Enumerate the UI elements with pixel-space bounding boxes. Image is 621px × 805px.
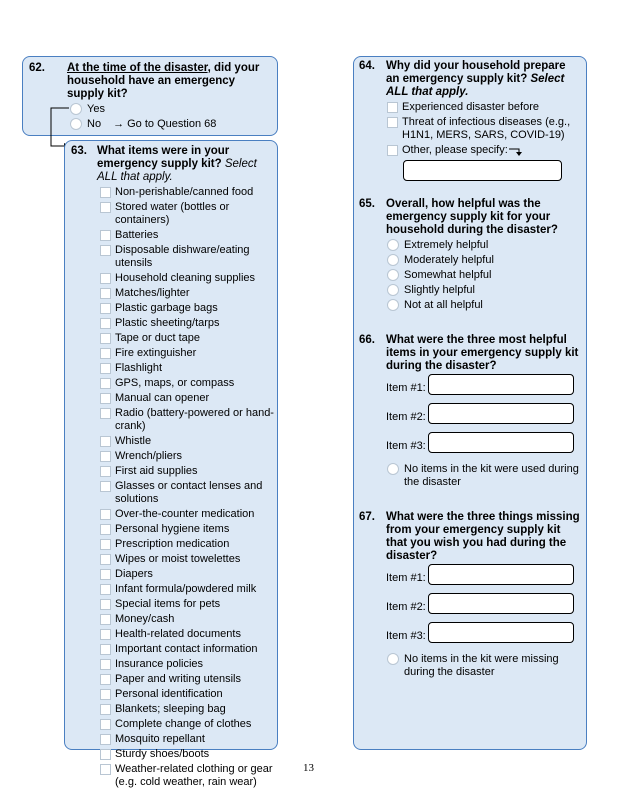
question-number: 67.: [359, 511, 375, 523]
checkbox[interactable]: [100, 554, 111, 565]
checkbox[interactable]: [100, 318, 111, 329]
option-label: Personal identification: [115, 688, 223, 700]
checkbox[interactable]: [100, 348, 111, 359]
checkbox[interactable]: [100, 378, 111, 389]
checkbox[interactable]: [100, 719, 111, 730]
question-text-rest: , did your household have an emergency supply kit?: [67, 62, 260, 100]
option-label: Flashlight: [115, 362, 163, 374]
arrow-down-icon: [509, 148, 525, 158]
option-label: Paper and writing utensils: [115, 673, 241, 685]
question-64: [359, 60, 582, 99]
option-row[interactable]: [387, 101, 582, 114]
option-row[interactable]: [100, 302, 276, 315]
option-label: Moderately helpful: [404, 254, 494, 266]
checkbox[interactable]: [100, 599, 111, 610]
option-row[interactable]: [100, 272, 276, 285]
option-label: First aid supplies: [115, 465, 198, 477]
option-label: No items in the kit were used during the disaster: [404, 463, 579, 488]
checkbox[interactable]: [100, 466, 111, 477]
item-row: [386, 564, 582, 585]
question-63: [71, 145, 273, 184]
radio[interactable]: [387, 269, 399, 281]
option-label: Diapers: [115, 568, 153, 580]
item-row: [386, 622, 582, 643]
q64-options: [387, 101, 582, 181]
option-label: Whistle: [115, 435, 152, 447]
option-row[interactable]: [100, 392, 276, 405]
question-text-main: Why did your household prepare an emergency supply kit?: [386, 60, 566, 85]
checkbox[interactable]: [100, 614, 111, 625]
checkbox[interactable]: [100, 749, 111, 760]
question-number: 64.: [359, 60, 375, 72]
option-row[interactable]: [387, 239, 582, 252]
option-row[interactable]: [100, 450, 276, 463]
question-instruction: Select ALL that apply.: [97, 158, 257, 183]
option-row[interactable]: [100, 643, 276, 656]
item-label: Item #1:: [386, 572, 426, 584]
checkbox[interactable]: [100, 436, 111, 447]
option-row[interactable]: [100, 538, 276, 551]
radio[interactable]: [387, 254, 399, 266]
option-label: Infant formula/powdered milk: [115, 583, 257, 595]
option-row[interactable]: [100, 287, 276, 300]
option-label: Batteries: [115, 229, 159, 241]
checkbox[interactable]: [100, 644, 111, 655]
option-label: Special items for pets: [115, 598, 221, 610]
checkbox[interactable]: [100, 202, 111, 213]
radio[interactable]: [387, 239, 399, 251]
option-row[interactable]: [387, 269, 582, 282]
checkbox[interactable]: [100, 764, 111, 775]
option-label: Household cleaning supplies: [115, 272, 256, 284]
option-row[interactable]: [100, 688, 276, 701]
option-label: Wrench/pliers: [115, 450, 183, 462]
option-label: Fire extinguisher: [115, 347, 197, 359]
option-label: Plastic sheeting/tarps: [115, 317, 220, 329]
checkbox[interactable]: [100, 524, 111, 535]
checkbox[interactable]: [100, 273, 111, 284]
option-row[interactable]: [100, 347, 276, 360]
question-text: [386, 60, 582, 99]
option-row[interactable]: [100, 362, 276, 375]
option-label: Insurance policies: [115, 658, 204, 670]
option-row[interactable]: [100, 377, 276, 390]
checkbox[interactable]: [100, 584, 111, 595]
option-label: Extremely helpful: [404, 239, 489, 251]
checkbox[interactable]: [100, 704, 111, 715]
helpful-item-3-input[interactable]: [428, 432, 574, 453]
checkbox[interactable]: [100, 569, 111, 580]
option-label: Personal hygiene items: [115, 523, 230, 535]
option-label: Yes: [87, 103, 105, 115]
question-text-main: What items were in your emergency supply kit?: [97, 145, 230, 170]
helpful-item-2-input[interactable]: [428, 403, 574, 424]
option-label: Over-the-counter medication: [115, 508, 255, 520]
option-label: Non-perishable/canned food: [115, 186, 254, 198]
questions-64-67-box: [353, 56, 587, 750]
option-label: Threat of infectious diseases (e.g., H1N1, MERS, SARS, COVID-19): [402, 116, 571, 141]
option-row[interactable]: [100, 703, 276, 716]
checkbox[interactable]: [100, 303, 111, 314]
option-label: Wipes or moist towelettes: [115, 553, 241, 565]
option-label: GPS, maps, or compass: [115, 377, 235, 389]
checkbox[interactable]: [100, 689, 111, 700]
option-label: Health-related documents: [115, 628, 241, 640]
option-row[interactable]: [100, 465, 276, 478]
option-label: Plastic garbage bags: [115, 302, 218, 314]
item-row: [386, 593, 582, 614]
option-label: Tape or duct tape: [115, 332, 201, 344]
option-row[interactable]: [100, 673, 276, 686]
question-text: [97, 145, 273, 184]
checkbox[interactable]: [100, 333, 111, 344]
option-row[interactable]: [100, 480, 276, 506]
radio[interactable]: [387, 284, 399, 296]
option-row[interactable]: [100, 733, 276, 746]
option-row[interactable]: [100, 244, 276, 270]
radio-list: [387, 239, 582, 312]
option-row[interactable]: [100, 553, 276, 566]
option-row[interactable]: [387, 144, 582, 158]
question-65: [359, 198, 582, 237]
option-label: Somewhat helpful: [404, 269, 492, 281]
checkbox[interactable]: [100, 230, 111, 241]
checkbox[interactable]: [100, 363, 111, 374]
option-row[interactable]: [100, 613, 276, 626]
item-row: [386, 403, 582, 424]
checkbox[interactable]: [100, 451, 111, 462]
option-label: No items in the kit were missing during the disaster: [404, 653, 559, 678]
option-row[interactable]: [387, 299, 582, 312]
option-label: Experienced disaster before: [402, 101, 539, 113]
option-row[interactable]: [100, 748, 276, 761]
missing-item-2-input[interactable]: [428, 593, 574, 614]
option-label: Complete change of clothes: [115, 718, 252, 730]
option-row[interactable]: [387, 254, 582, 267]
option-row[interactable]: [100, 201, 276, 227]
option-label: Manual can opener: [115, 392, 210, 404]
checkbox-list: [100, 186, 276, 789]
q67-items: [386, 564, 582, 679]
option-row[interactable]: [387, 284, 582, 297]
checkbox[interactable]: [100, 674, 111, 685]
item-row: [386, 432, 582, 453]
question-text: What were the three things missing from your emergency supply kit that you wish you had during the disaster?: [386, 511, 580, 562]
question-number: 65.: [359, 198, 375, 210]
item-label: Item #2:: [386, 411, 426, 423]
checkbox[interactable]: [100, 481, 111, 492]
option-row[interactable]: [100, 718, 276, 731]
checkbox[interactable]: [100, 629, 111, 640]
checkbox[interactable]: [100, 393, 111, 404]
missing-item-1-input[interactable]: [428, 564, 574, 585]
checkbox[interactable]: [100, 408, 111, 419]
question-67: [359, 511, 582, 563]
option-row[interactable]: [100, 186, 276, 199]
checkbox[interactable]: [100, 245, 111, 256]
question-number: 62.: [29, 62, 45, 74]
radio-no-items-missing[interactable]: [387, 653, 399, 665]
checkbox[interactable]: [100, 187, 111, 198]
option-label: Radio (battery-powered or hand-crank): [115, 407, 274, 432]
option-row[interactable]: [387, 653, 582, 679]
item-label: Item #3:: [386, 630, 426, 642]
helpful-item-1-input[interactable]: [428, 374, 574, 395]
checkbox[interactable]: [387, 102, 398, 113]
option-label: Other, please specify:: [402, 144, 508, 156]
option-label: Not at all helpful: [404, 299, 483, 311]
option-row[interactable]: [100, 763, 276, 789]
option-row[interactable]: [100, 523, 276, 536]
item-row: [386, 374, 582, 395]
checkbox[interactable]: [100, 734, 111, 745]
missing-item-3-input[interactable]: [428, 622, 574, 643]
option-label: Stored water (bottles or containers): [115, 201, 230, 226]
option-row[interactable]: [100, 658, 276, 671]
option-row[interactable]: [100, 628, 276, 641]
item-label: Item #3:: [386, 440, 426, 452]
option-label: Slightly helpful: [404, 284, 475, 296]
checkbox[interactable]: [100, 509, 111, 520]
option-label: Mosquito repellant: [115, 733, 205, 745]
option-row[interactable]: [100, 568, 276, 581]
option-label: No: [87, 118, 102, 130]
question-emphasis: At the time of the disaster: [67, 62, 208, 74]
radio[interactable]: [387, 299, 399, 311]
page-number: 13: [303, 762, 314, 774]
option-row[interactable]: [387, 463, 582, 489]
q66-items: [386, 374, 582, 489]
option-label: Important contact information: [115, 643, 258, 655]
option-row[interactable]: [100, 229, 276, 242]
question-number: 66.: [359, 334, 375, 346]
option-label: Money/cash: [115, 613, 175, 625]
question-text: Overall, how helpful was the emergency supply kit for your household during the disaster?: [386, 198, 558, 236]
option-row[interactable]: [100, 317, 276, 330]
radio-no-items-used[interactable]: [387, 463, 399, 475]
option-row[interactable]: [100, 583, 276, 596]
option-row[interactable]: [100, 407, 276, 433]
checkbox[interactable]: [100, 288, 111, 299]
option-label: Blankets; sleeping bag: [115, 703, 226, 715]
question-text: What were the three most helpful items in your emergency supply kit during the disaster?: [386, 334, 579, 372]
option-row[interactable]: [100, 435, 276, 448]
question-63-box: [64, 140, 278, 788]
item-label: Item #2:: [386, 601, 426, 613]
other-specify-input[interactable]: [403, 160, 562, 181]
item-label: Item #1:: [386, 382, 426, 394]
option-row[interactable]: [100, 598, 276, 611]
option-label: Glasses or contact lenses and solutions: [115, 480, 263, 505]
checkbox[interactable]: [387, 117, 398, 128]
question-number: 63.: [71, 145, 87, 157]
checkbox[interactable]: [100, 659, 111, 670]
skip-instruction: → Go to Question 68: [113, 118, 217, 130]
option-label: Sturdy shoes/boots: [115, 748, 210, 760]
option-row[interactable]: [100, 508, 276, 521]
option-label: Weather-related clothing or gear (e.g. cold weather, rain wear): [115, 763, 273, 788]
question-66: [359, 334, 582, 373]
option-row[interactable]: [100, 332, 276, 345]
question-instruction: Select ALL that apply.: [386, 73, 565, 98]
checkbox[interactable]: [387, 145, 398, 156]
option-label: Prescription medication: [115, 538, 230, 550]
option-label: Disposable dishware/eating utensils: [115, 244, 250, 269]
option-row[interactable]: [387, 116, 582, 142]
option-label: Matches/lighter: [115, 287, 190, 299]
checkbox[interactable]: [100, 539, 111, 550]
